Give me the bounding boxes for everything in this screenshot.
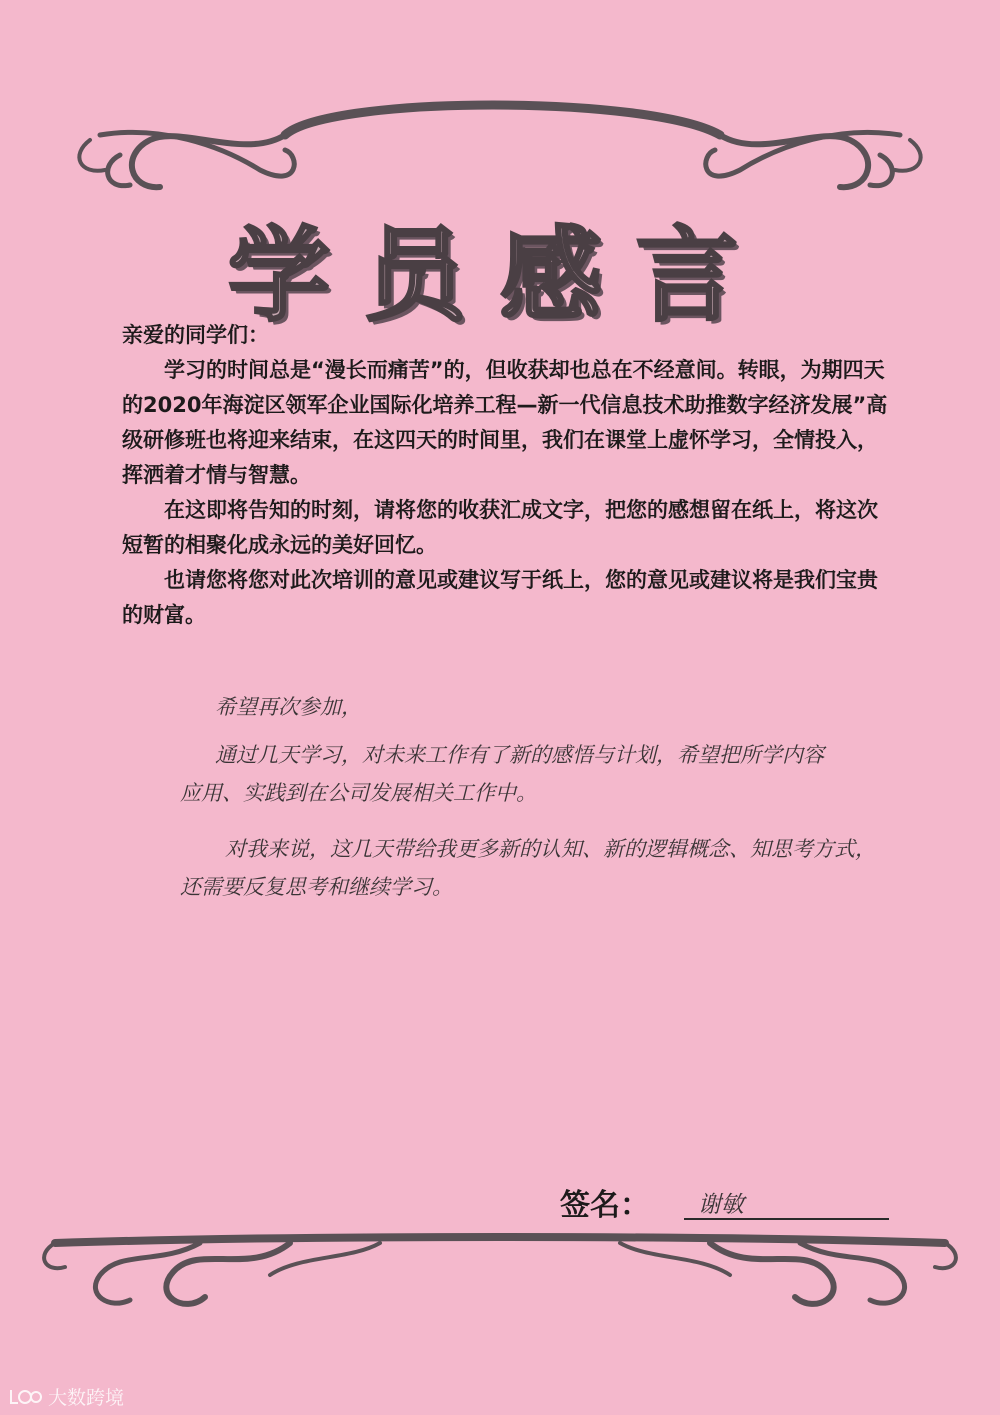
watermark: [8, 1383, 124, 1410]
letter-paragraph-1: 学习的时间总是“漫长而痛苦”的，但收获却也总在不经意间。转眼，为期四天的2020年海淀区领军企业国际化培养工程—新一代信息技术助推数字经济发展”高级研修班也将迎来结束，在这四天的时间里，我们在课堂上虚怀学习，全情投入，挥洒着才情与智慧。: [122, 358, 888, 487]
signature-value: 谢敏: [698, 1192, 744, 1218]
letter-paragraph-2: 在这即将告知的时刻，请将您的收获汇成文字，把您的感想留在纸上，将这次短暂的相聚化成永远的美好回忆。: [122, 498, 878, 557]
watermark-logo-icon: [8, 1387, 42, 1407]
letter-paragraph-3: 也请您将您对此次培训的意见或建议写于纸上，您的意见或建议将是我们宝贵的财富。: [122, 568, 878, 627]
letter-greeting: 亲爱的同学们：: [122, 323, 269, 347]
handwriting-line: 还需要反复思考和继续学习。: [180, 875, 453, 899]
handwriting-line: 应用、实践到在公司发展相关工作中。: [180, 781, 537, 805]
page-title: 学员感言: [228, 216, 772, 336]
handwriting-line: 通过几天学习，对未来工作有了新的感悟与计划，希望把所学内容: [215, 743, 824, 767]
top-flourish-icon: [0, 95, 1000, 205]
handwriting-line: 希望再次参加，: [215, 695, 362, 719]
handwriting-line: 对我来说，这几天带给我更多新的认知、新的逻辑概念、知思考方式，: [225, 837, 876, 861]
letter-body: [122, 318, 892, 633]
handwritten-feedback: [180, 688, 940, 906]
bottom-flourish-icon: [0, 1215, 1000, 1325]
signature-label: 签名：: [560, 1188, 650, 1223]
watermark-text: 大数跨境: [48, 1387, 125, 1409]
